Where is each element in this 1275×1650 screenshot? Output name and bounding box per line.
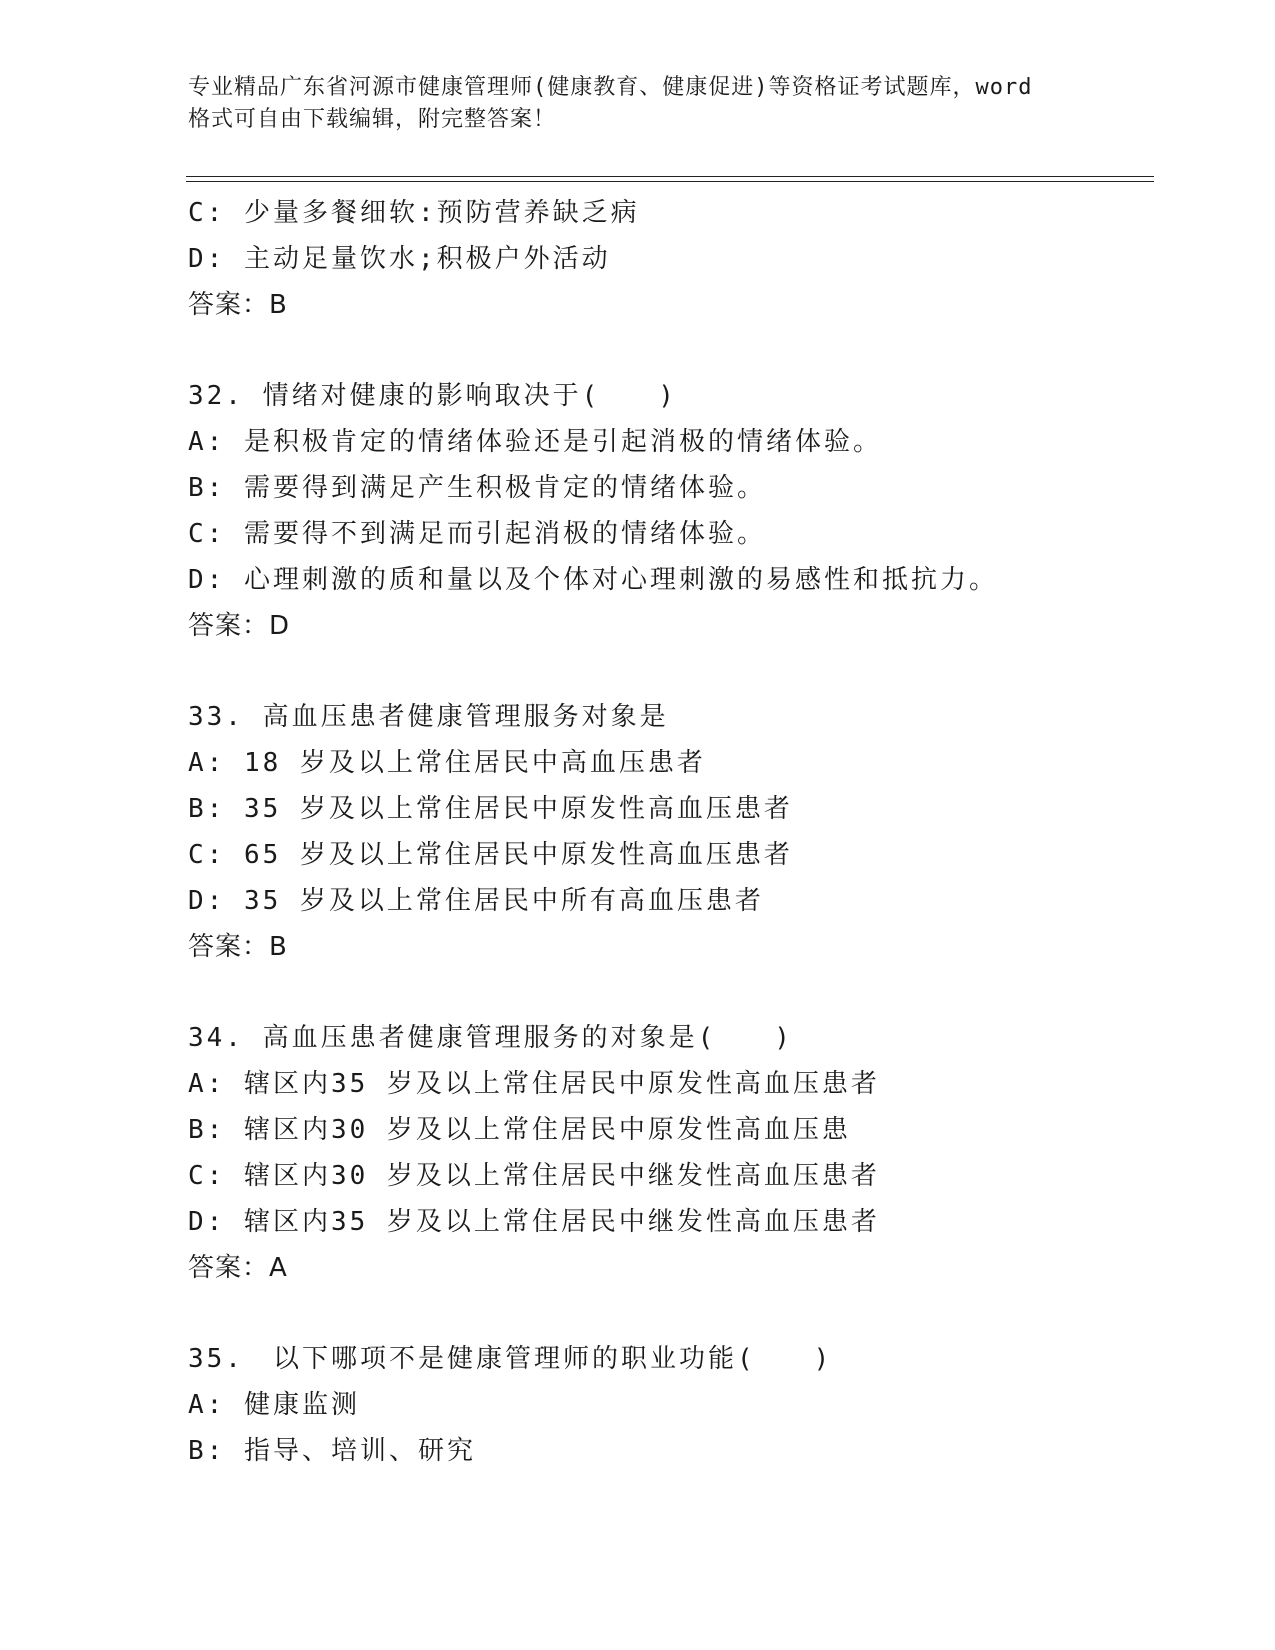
- question-block: [188, 190, 1188, 328]
- option-c: C: 辖区内30 岁及以上常住居民中继发性高血压患者: [188, 1161, 880, 1191]
- option-a: A: 辖区内35 岁及以上常住居民中原发性高血压患者: [188, 1069, 880, 1099]
- option-a: A: 健康监测: [188, 1390, 360, 1420]
- header-rule-top: [186, 176, 1154, 177]
- header-line-2: 格式可自由下载编辑，附完整答案！: [188, 107, 557, 132]
- option-b: B: 指导、培训、研究: [188, 1436, 476, 1466]
- option-d: D: 心理刺激的质和量以及个体对心理刺激的易感性和抵抗力。: [188, 565, 998, 595]
- option-b: B: 辖区内30 岁及以上常住居民中原发性高血压患: [188, 1115, 851, 1145]
- question-stem: 35. 以下哪项不是健康管理师的职业功能( ): [188, 1344, 833, 1374]
- question-stem: 34. 高血压患者健康管理服务的对象是( ): [188, 1023, 793, 1053]
- option-d: D: 35 岁及以上常住居民中所有高血压患者: [188, 886, 764, 916]
- answer-label: 答案：B: [188, 932, 288, 962]
- option-b: B: 需要得到满足产生积极肯定的情绪体验。: [188, 473, 766, 503]
- question-stem: 33. 高血压患者健康管理服务对象是: [188, 702, 669, 732]
- option-b: B: 35 岁及以上常住居民中原发性高血压患者: [188, 794, 793, 824]
- option-c: C: 少量多餐细软:预防营养缺乏病: [188, 198, 640, 228]
- question-block: [188, 373, 1188, 649]
- option-d: D: 主动足量饮水;积极户外活动: [188, 244, 611, 274]
- option-d: D: 辖区内35 岁及以上常住居民中继发性高血压患者: [188, 1207, 880, 1237]
- answer-label: 答案：B: [188, 290, 288, 320]
- question-list: [188, 190, 1188, 1474]
- document-header: [188, 72, 1088, 136]
- question-block: [188, 694, 1188, 970]
- option-c: C: 需要得不到满足而引起消极的情绪体验。: [188, 519, 766, 549]
- header-line-1: 专业精品广东省河源市健康管理师(健康教育、健康促进)等资格证考试题库，word: [188, 75, 1033, 100]
- option-c: C: 65 岁及以上常住居民中原发性高血压患者: [188, 840, 793, 870]
- question-stem: 32. 情绪对健康的影响取决于( ): [188, 381, 677, 411]
- header-rule-bottom: [186, 181, 1154, 182]
- question-block: [188, 1015, 1188, 1291]
- answer-label: 答案：A: [188, 1253, 288, 1283]
- option-a: A: 是积极肯定的情绪体验还是引起消极的情绪体验。: [188, 427, 882, 457]
- answer-label: 答案：D: [188, 611, 291, 641]
- question-block: [188, 1336, 1188, 1474]
- option-a: A: 18 岁及以上常住居民中高血压患者: [188, 748, 706, 778]
